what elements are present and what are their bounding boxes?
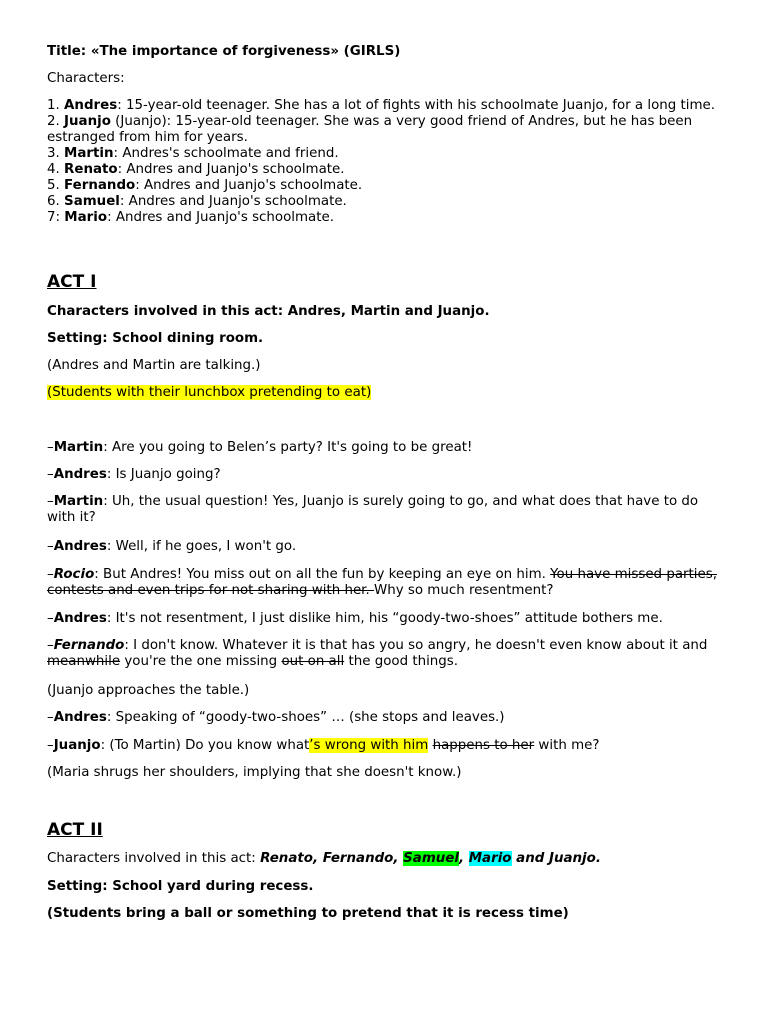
stage-direction: (Andres and Martin are talking.): [47, 358, 261, 373]
character-name: Martin: [64, 146, 114, 161]
act1-setting: Setting: School dining room.: [47, 331, 264, 346]
character-item: 5. Fernando: Andres and Juanjo's schoolmate.: [47, 178, 363, 193]
struck-text: meanwhile: [47, 654, 121, 669]
characters-heading: Characters:: [47, 71, 125, 86]
act2-heading: ACT II: [47, 820, 103, 840]
speaker: Andres: [53, 539, 107, 554]
struck-text: out on all: [281, 654, 345, 669]
dialogue-line: –Martin: Are you going to Belen’s party? It's going to be great!: [47, 440, 473, 455]
character-item: 3. Martin: Andres's schoolmate and friend.: [47, 146, 339, 161]
act2-direction: (Students bring a ball or something to pretend that it is recess time): [47, 906, 569, 921]
highlighted-text: ’s wrong with him: [309, 738, 429, 753]
character-item: 2. Juanjo (Juanjo): 15-year-old teenager. She was a very good friend of Andres, but he has been estranged from him for years.: [47, 114, 693, 145]
speaker: Fernando: [53, 638, 125, 653]
play-title: Title: «The importance of forgiveness» (GIRLS): [47, 44, 401, 59]
speaker: Andres: [53, 467, 107, 482]
character-name: Renato: [64, 162, 118, 177]
character-item: 6. Samuel: Andres and Juanjo's schoolmate.: [47, 194, 347, 209]
character-name: Samuel: [64, 194, 120, 209]
character-item: 1. Andres: 15-year-old teenager. She has a lot of fights with his schoolmate Juanjo, for a long time.: [47, 98, 716, 113]
dialogue-line: –Andres: Well, if he goes, I won't go.: [47, 539, 297, 554]
dialogue-line: –Andres: It's not resentment, I just dislike him, his “goody-two-shoes” attitude bothers me.: [47, 611, 663, 626]
highlighted-name: Mario: [468, 851, 512, 866]
act2-involved: Characters involved in this act: Renato, Fernando, Samuel, Mario and Juanjo.: [47, 851, 601, 866]
character-list: [47, 98, 727, 226]
act1-involved: Characters involved in this act: Andres, Martin and Juanjo.: [47, 304, 490, 319]
dialogue-line: –Andres: Is Juanjo going?: [47, 467, 221, 482]
speaker: Martin: [53, 494, 104, 509]
act1-heading: ACT I: [47, 272, 97, 292]
character-name: Juanjo: [64, 114, 111, 129]
dialogue-line: –Andres: Speaking of “goody-two-shoes” … (she stops and leaves.): [47, 710, 505, 725]
dialogue-line: –Fernando: I don't know. Whatever it is that has you so angry, he doesn't even know about it and meanwhile you're the one missing out on all the good things.: [47, 638, 708, 669]
speaker: Rocio: [53, 567, 95, 582]
speaker: Andres: [53, 710, 107, 725]
stage-direction: (Juanjo approaches the table.): [47, 683, 250, 698]
stage-direction-highlighted: (Students with their lunchbox pretending to eat): [47, 385, 372, 400]
struck-text: You have missed parties, contests and even trips for not sharing with her.: [47, 567, 717, 598]
act2-setting: Setting: School yard during recess.: [47, 879, 314, 894]
character-name: Mario: [64, 210, 108, 225]
dialogue-line: –Juanjo: (To Martin) Do you know what’s wrong with him happens to her with me?: [47, 738, 600, 753]
speaker: Martin: [53, 440, 104, 455]
character-name: Fernando: [64, 178, 136, 193]
speaker: Andres: [53, 611, 107, 626]
speaker: Juanjo: [53, 738, 101, 753]
character-item: 7: Mario: Andres and Juanjo's schoolmate.: [47, 210, 334, 225]
highlighted-name: Samuel: [403, 851, 459, 866]
dialogue-line: –Martin: Uh, the usual question! Yes, Juanjo is surely going to go, and what does that have to do with it?: [47, 494, 699, 525]
character-item: 4. Renato: Andres and Juanjo's schoolmate.: [47, 162, 345, 177]
dialogue-line: –Rocio: But Andres! You miss out on all the fun by keeping an eye on him. You have missed parties, contests and even trips for not sharing with her. Why so much resentment?: [47, 567, 717, 598]
stage-direction: (Maria shrugs her shoulders, implying that she doesn't know.): [47, 765, 462, 780]
character-name: Andres: [64, 98, 118, 113]
struck-text: happens to her: [432, 738, 535, 753]
